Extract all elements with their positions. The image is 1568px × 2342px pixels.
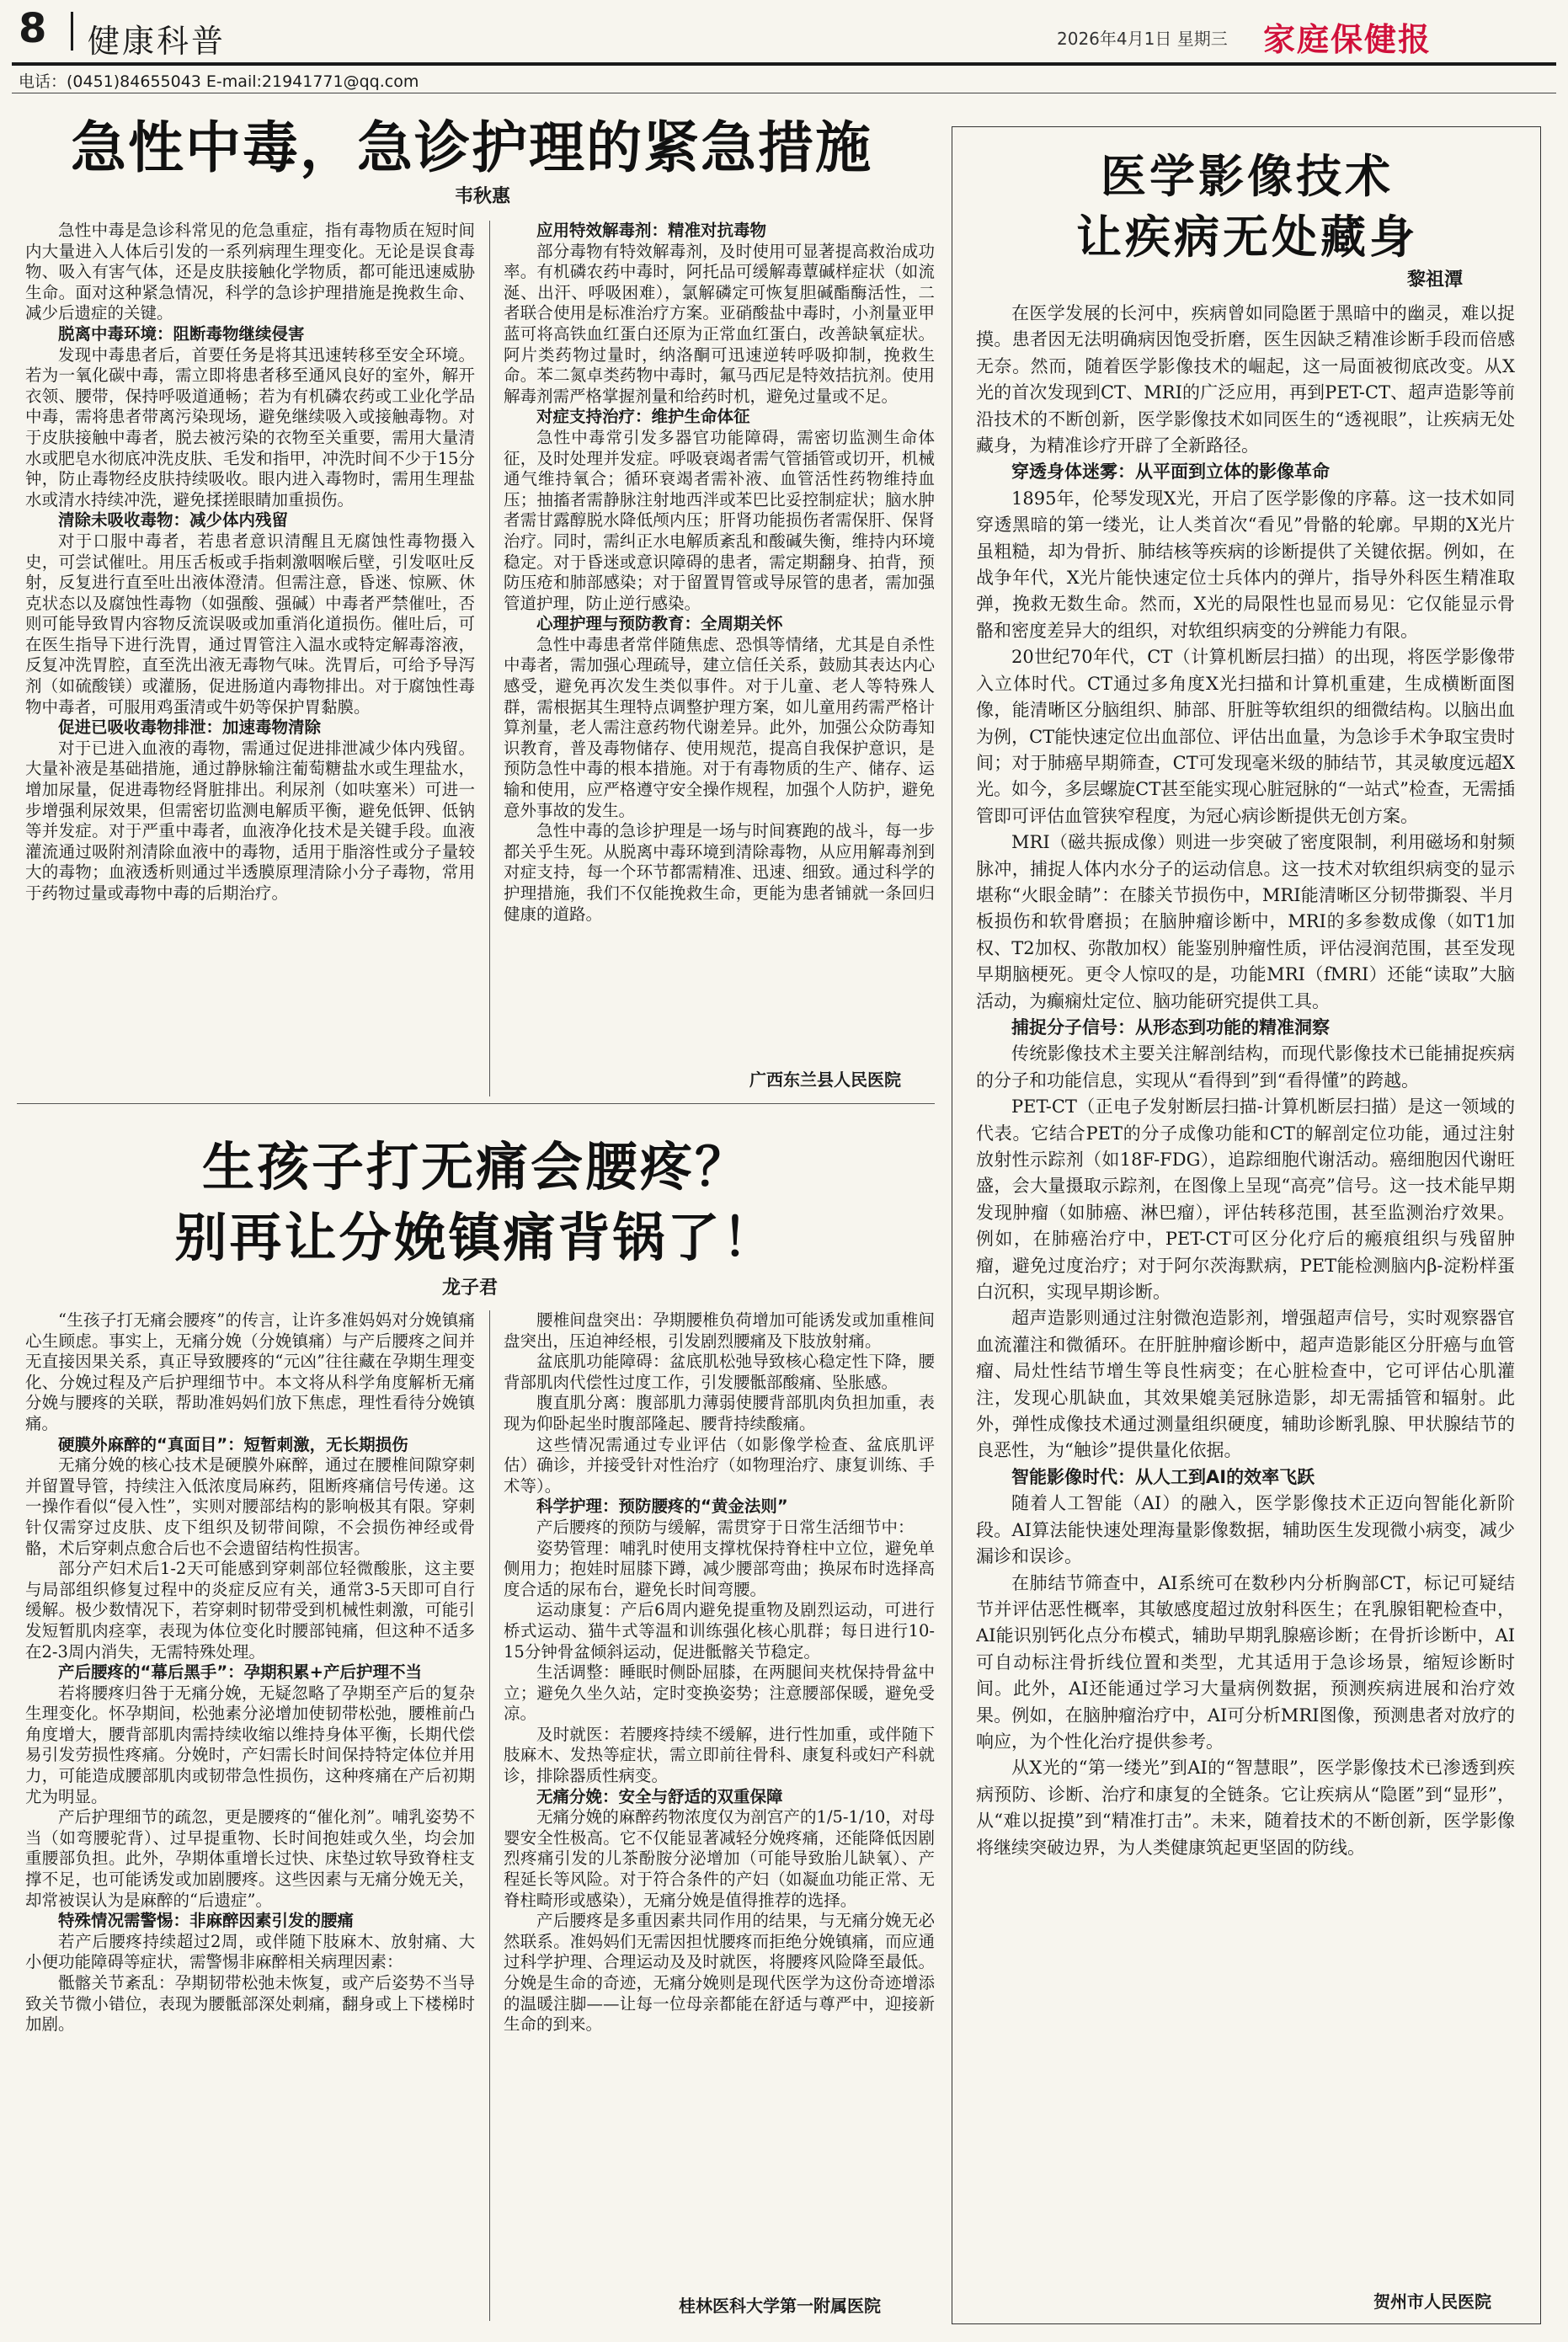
subheading: 无痛分娩：安全与舒适的双重保障 bbox=[536, 1786, 783, 1806]
article2-left-column bbox=[25, 1310, 475, 2321]
paragraph: 产后护理细节的疏忽，更是腰疼的“催化剂”。哺乳姿势不当（如弯腰驼背）、过早提重物、长时间抱娃或久坐，均会加重腰部负担。此外，孕期体重增长过快、床垫过软导致脊柱支撑不足，也可能诱发或加剧腰疼。这些因素与无痛分娩无关，却常被误认为是麻醉的“后遗症”。 bbox=[25, 1807, 475, 1910]
paragraph: 20世纪70年代，CT（计算机断层扫描）的出现，将医学影像带入立体时代。CT通过多角度X光扫描和计算机重建，生成横断面图像，能清晰区分脑组织、肺部、肝脏等软组织的细微结构。以脑出血为例，CT能快速定位出血部位、评估出血量，为急诊手术争取宝贵时间；对于肺癌早期筛查，CT可发现毫米级的肺结节，其灵敏度远超X光。如今，多层螺旋CT甚至能实现心脏冠脉的“一站式”检查，无需插管即可评估血管狭窄程度，为冠心病诊断提供无创方案。 bbox=[976, 647, 1515, 826]
sidebar-byline: 黎祖潭 bbox=[1407, 269, 1464, 291]
paragraph: 腹直肌分离：腹部肌力薄弱使腰背部肌肉负担加重，表现为仰卧起坐时腹部隆起、腰背持续酸痛。 bbox=[504, 1393, 935, 1433]
paragraph: 急性中毒患者常伴随焦虑、恐惧等情绪，尤其是自杀性中毒者，需加强心理疏导，建立信任关系，鼓励其表达内心感受，避免再次发生类似事件。对于儿童、老人等特殊人群，需根据其生理特点调整护理方案，如儿童用药需严格计算剂量，老人需注意药物代谢差异。此外，加强公众防毒知识教育，普及毒物储存、使用规范，提高自我保护意识，是预防急性中毒的根本措施。对于有毒物质的生产、储存、运输和使用，应严格遵守安全操作规程，加强个人防护，避免意外事故的发生。 bbox=[504, 634, 935, 820]
paragraph: 超声造影则通过注射微泡造影剂，增强超声信号，实时观察器官血流灌注和微循环。在肝脏肿瘤诊断中，超声造影能区分肝癌与血管瘤、局灶性结节增生等良性病变；在心脏检查中，它可评估心肌灌注，发现心肌缺血，其效果媲美冠脉造影，却无需插管和辐射。此外，弹性成像技术通过测量组织硬度，辅助诊断乳腺、甲状腺结节的良恶性，为“触诊”提供量化依据。 bbox=[976, 1308, 1515, 1461]
contact-line: 电话：(0451)84655043 E-mail:21941771@qq.com bbox=[19, 72, 419, 91]
paragraph: PET-CT（正电子发射断层扫描-计算机断层扫描）是这一领域的代表。它结合PET的分子成像功能和CT的解剖定位功能，通过注射放射性示踪剂（如18F-FDG），追踪细胞代谢活动。癌细胞因代谢旺盛，会大量摄取示踪剂，在图像上呈现“高亮”信号。这一技术能早期发现肿瘤（如肺癌、淋巴瘤），评估转移范围，甚至监测治疗效果。例如，在肺癌治疗中，PET-CT可区分化疗后的瘢痕组织与残留肿瘤，避免过度治疗；对于阿尔茨海默病，PET能检测脑内β-淀粉样蛋白沉积，实现早期诊断。 bbox=[976, 1096, 1515, 1303]
sidebar-signature: 贺州市人民医院 bbox=[1373, 2291, 1491, 2312]
paragraph: 1895年，伦琴发现X光，开启了医学影像的序幕。这一技术如同穿透黑暗的第一缕光，让人类首次“看见”骨骼的轮廓。早期的X光片虽粗糙，却为骨折、肺结核等疾病的诊断提供了关键依据。例如，在战争年代，X光片能快速定位士兵体内的弹片，指导外科医生精准取弹，挽救无数生命。然而，X光的局限性也显而易见：它仅能显示骨骼和密度差异大的组织，对软组织病变的分辨能力有限。 bbox=[976, 488, 1515, 641]
paragraph: 急性中毒常引发多器官功能障碍，需密切监测生命体征，及时处理并发症。呼吸衰竭者需气管插管或切开，机械通气维持氧合；循环衰竭者需补液、血管活性药物维持血压；抽搐者需静脉注射地西泮或苯巴比妥控制症状；脑水肿者需甘露醇脱水降低颅内压；肝肾功能损伤者需保肝、保肾治疗。同时，需纠正水电解质紊乱和酸碱失衡，维持内环境稳定。对于昏迷或意识障碍的患者，需定期翻身、拍背，预防压疮和肺部感染；对于留置胃管或导尿管的患者，需加强管道护理，防止逆行感染。 bbox=[504, 427, 935, 613]
article2-right-column bbox=[504, 1310, 935, 2279]
paragraph: 产后腰疼是多重因素共同作用的结果，与无痛分娩无必然联系。准妈妈们无需因担忧腰疼而拒绝分娩镇痛，而应通过科学护理、合理运动及及时就医，将腰疼风险降至最低。分娩是生命的奇迹，无痛分娩则是现代医学为这份奇迹增添的温暖注脚——让每一位母亲都能在舒适与尊严中，迎接新生命的到来。 bbox=[504, 1911, 935, 2035]
sidebar-article-box bbox=[952, 126, 1541, 2324]
paragraph: 在医学发展的长河中，疾病曾如同隐匿于黑暗中的幽灵，难以捉摸。患者因无法明确病因饱受折磨，医生因缺乏精准诊断手段而倍感无奈。然而，随着医学影像技术的崛起，这一局面被彻底改变。从X光的首次发现到CT、MRI的广泛应用，再到PET-CT、超声造影等前沿技术的不断创新，医学影像技术如同医生的“透视眼”，让疾病无处藏身，为精准诊疗开辟了全新路径。 bbox=[976, 303, 1515, 456]
article1-signature: 广西东兰县人民医院 bbox=[749, 1070, 901, 1090]
paragraph: 从X光的“第一缕光”到AI的“智慧眼”，医学影像技术已渗透到疾病预防、诊断、治疗和康复的全链条。它让疾病从“隐匿”到“显形”，从“难以捉摸”到“精准打击”。未来，随着技术的不断创新，医学影像将继续突破边界，为人类健康筑起更坚固的防线。 bbox=[976, 1758, 1515, 1858]
paragraph: 急性中毒的急诊护理是一场与时间赛跑的战斗，每一步都关乎生死。从脱离中毒环境到清除毒物，从应用解毒剂到对症支持，每一个环节都需精准、迅速、细致。通过科学的护理措施，我们不仅能挽救生命，更能为患者铺就一条回归健康的道路。 bbox=[504, 821, 935, 924]
subheading: 对症支持治疗：维护生命体征 bbox=[536, 407, 750, 427]
article2-signature: 桂林医科大学第一附属医院 bbox=[679, 2296, 881, 2316]
paragraph: 部分产妇术后1-2天可能感到穿刺部位轻微酸胀，这主要与局部组织修复过程中的炎症反应有关，通常3-5天即可自行缓解。极少数情况下，若穿刺时韧带受到机械性刺激，可能引发短暂肌肉痉挛，表现为体位变化时腰部钝痛，但这种不适多在2-3周内消失，无需特殊处理。 bbox=[25, 1559, 475, 1662]
paragraph: 无痛分娩的麻醉药物浓度仅为剖宫产的1/5-1/10，对母婴安全性极高。它不仅能显著减轻分娩疼痛，还能降低因剧烈疼痛引发的儿茶酚胺分泌增加（可能导致胎儿缺氧）、产程延长等风险。对于符合条件的产妇（如凝血功能正常、无脊柱畸形或感染），无痛分娩是值得推荐的选择。 bbox=[504, 1807, 935, 1910]
sidebar-headline-line2: 让疾病无处藏身 bbox=[1076, 211, 1418, 264]
paragraph: 腰椎间盘突出：孕期腰椎负荷增加可能诱发或加重椎间盘突出，压迫神经根，引发剧烈腰痛及下肢放射痛。 bbox=[504, 1310, 935, 1351]
subheading: 硬膜外麻醉的“真面目”：短暂刺激，无长期损伤 bbox=[58, 1434, 408, 1454]
column-divider bbox=[489, 1310, 490, 2321]
masthead-rule bbox=[12, 62, 1556, 66]
issue-date: 2026年4月1日 星期三 bbox=[1057, 29, 1228, 49]
paragraph: 传统影像技术主要关注解剖结构，而现代影像技术已能捕捉疾病的分子和功能信息，实现从“看得到”到“看得懂”的跨越。 bbox=[976, 1043, 1515, 1091]
column-divider bbox=[489, 221, 490, 1096]
subheading: 促进已吸收毒物排泄：加速毒物清除 bbox=[58, 718, 322, 738]
article2-headline-line2: 别再让分娩镇痛背锅了！ bbox=[174, 1207, 777, 1268]
paragraph: 生活调整：睡眠时侧卧屈膝，在两腿间夹枕保持骨盆中立；避免久坐久站，定时变换姿势；注意腰部保暖，避免受凉。 bbox=[504, 1662, 935, 1724]
paragraph: 发现中毒患者后，首要任务是将其迅速转移至安全环境。若为一氧化碳中毒，需立即将患者移至通风良好的室外，解开衣领、腰带，保持呼吸道通畅；若为有机磷农药或工业化学品中毒，需将患者带离污染现场，避免继续吸入或接触毒物。对于皮肤接触中毒者，脱去被污染的衣物至关重要，需用大量清水或肥皂水彻底冲洗皮肤、毛发和指甲，冲洗时间不少于15分钟，防止毒物经皮肤持续吸收。眼内进入毒物时，需用生理盐水或清水持续冲洗，避免揉搓眼睛加重损伤。 bbox=[25, 344, 475, 509]
paragraph: 若产后腰疼持续超过2周，或伴随下肢麻木、放射痛、大小便功能障碍等症状，需警惕非麻醉相关病理因素： bbox=[25, 1931, 475, 1972]
masthead-divider bbox=[71, 12, 73, 51]
subheading: 心理护理与预防教育：全周期关怀 bbox=[536, 614, 783, 634]
paragraph: 运动康复：产后6周内避免提重物及剧烈运动，可进行桥式运动、猫牛式等温和训练强化核心肌群；每日进行10-15分钟骨盆倾斜运动，促进骶髂关节稳定。 bbox=[504, 1600, 935, 1662]
subheading: 特殊情况需警惕：非麻醉因素引发的腰痛 bbox=[58, 1911, 355, 1931]
subheading: 清除未吸收毒物：减少体内残留 bbox=[58, 510, 289, 531]
newspaper-brand: 家庭保健报 bbox=[1263, 21, 1432, 58]
paragraph: 盆底肌功能障碍：盆底肌松弛导致核心稳定性下降，腰背部肌肉代偿性过度工作，引发腰骶部酸痛、坠胀感。 bbox=[504, 1352, 935, 1392]
paragraph: 若将腰疼归咎于无痛分娩，无疑忽略了孕期至产后的复杂生理变化。怀孕期间，松弛素分泌增加使韧带松弛，腰椎前凸角度增大，腰背部肌肉需持续收缩以维持身体平衡，长期代偿易引发劳损性疼痛。分娩时，产妇需长时间保持特定体位并用力，可能造成腰部肌肉或韧带急性损伤，这种疼痛在产后初期尤为明显。 bbox=[25, 1683, 475, 1806]
paragraph: 产后腰疼的预防与缓解，需贯穿于日常生活细节中： bbox=[536, 1517, 915, 1537]
paragraph: 骶髂关节紊乱：孕期韧带松弛未恢复，或产后姿势不当导致关节微小错位，表现为腰骶部深处刺痛，翻身或上下楼梯时加剧。 bbox=[25, 1973, 475, 2035]
masthead bbox=[0, 0, 1568, 59]
subheading: 脱离中毒环境：阻断毒物继续侵害 bbox=[58, 323, 305, 344]
paragraph: “生孩子打无痛会腰疼”的传言，让许多准妈妈对分娩镇痛心生顾虑。事实上，无痛分娩（分娩镇痛）与产后腰疼之间并无直接因果关系，真正导致腰疼的“元凶”往往藏在孕期生理变化、分娩过程及产后护理细节中。本文将从科学角度解析无痛分娩与腰疼的关联，帮助准妈妈们放下焦虑，理性看待分娩镇痛。 bbox=[25, 1310, 475, 1433]
paragraph: 对于口服中毒者，若患者意识清醒且无腐蚀性毒物摄入史，可尝试催吐。用压舌板或手指刺激咽喉后壁，引发呕吐反射，反复进行直至吐出液体澄清。但需注意，昏迷、惊厥、休克状态以及腐蚀性毒物（如强酸、强碱）中毒者严禁催吐，否则可能导致胃内容物反流误吸或加重消化道损伤。催吐后，可在医生指导下进行洗胃，通过胃管注入温水或特定解毒溶液，反复冲洗胃腔，直至洗出液无毒物气味。洗胃后，可给予导泻剂（如硫酸镁）或灌肠，促进肠道内毒物排出。对于腐蚀性毒物中毒者，可服用鸡蛋清或牛奶等保护胃黏膜。 bbox=[25, 531, 475, 717]
paragraph: 及时就医：若腰疼持续不缓解，进行性加重，或伴随下肢麻木、发热等症状，需立即前往骨科、康复科或妇产科就诊，排除器质性病变。 bbox=[504, 1724, 935, 1786]
section-title: 健康科普 bbox=[88, 23, 227, 60]
paragraph: MRI（磁共振成像）则进一步突破了密度限制，利用磁场和射频脉冲，捕捉人体内水分子的运动信息。这一技术对软组织病变的显示堪称“火眼金睛”：在膝关节损伤中，MRI能清晰区分韧带撕裂、半月板损伤和软骨磨损；在脑肿瘤诊断中，MRI的多参数成像（如T1加权、T2加权、弥散加权）能鉴别肿瘤性质，评估浸润范围，甚至发现早期脑梗死。更令人惊叹的是，功能MRI（fMRI）还能“读取”大脑活动，为癫痫灶定位、脑功能研究提供工具。 bbox=[976, 832, 1515, 1011]
paragraph: 部分毒物有特效解毒剂，及时使用可显著提高救治成功率。有机磷农药中毒时，阿托品可缓解毒蕈碱样症状（如流涎、出汗、呼吸困难），氯解磷定可恢复胆碱酯酶活性，二者联合使用是标准治疗方案。亚硝酸盐中毒时，小剂量亚甲蓝可将高铁血红蛋白还原为正常血红蛋白，改善缺氧症状。阿片类药物过量时，纳洛酮可迅速逆转呼吸抑制，挽救生命。苯二氮卓类药物中毒时，氟马西尼是特效拮抗剂。使用解毒剂需严格掌握剂量和给药时机，避免过量或不足。 bbox=[504, 241, 935, 406]
paragraph: 对于已进入血液的毒物，需通过促进排泄减少体内残留。大量补液是基础措施，通过静脉输注葡萄糖盐水或生理盐水，增加尿量，促进毒物经肾脏排出。利尿剂（如呋塞米）可进一步增强利尿效果，但需密切监测电解质平衡，避免低钾、低钠等并发症。对于严重中毒者，血液净化技术是关键手段。血液灌流通过吸附剂清除血液中的毒物，适用于脂溶性或分子量较大的毒物；血液透析则通过半透膜原理清除小分子毒物，常用于药物过量或毒物中毒的后期治疗。 bbox=[25, 738, 475, 903]
subheading: 应用特效解毒剂：精准对抗毒物 bbox=[536, 221, 767, 240]
paragraph: 随着人工智能（AI）的融入，医学影像技术正迈向智能化新阶段。AI算法能快速处理海量影像数据，辅助医生发现微小病变，减少漏诊和误诊。 bbox=[976, 1493, 1515, 1567]
paragraph: 在肺结节筛查中，AI系统可在数秒内分析胸部CT，标记可疑结节并评估恶性概率，其敏感度超过放射科医生；在乳腺钼靶检查中，AI能识别钙化点分布模式，辅助早期乳腺癌诊断；在骨折诊断中，AI可自动标注骨折线位置和类型，尤其适用于急诊场景，缩短诊断时间。此外，AI还能通过学习大量病例数据，预测疾病进展和治疗效果。例如，在脑肿瘤治疗中，AI可分析MRI图像，预测患者对放疗的响应，为个性化治疗提供参考。 bbox=[976, 1572, 1515, 1752]
article-divider bbox=[17, 1103, 935, 1104]
sidebar-headline-line1: 医学影像技术 bbox=[1101, 150, 1394, 203]
subheading: 穿透身体迷雾：从平面到立体的影像革命 bbox=[1011, 461, 1330, 483]
article1-byline: 韦秋惠 bbox=[455, 186, 511, 207]
subheading: 捕捉分子信号：从形态到功能的精准洞察 bbox=[1011, 1016, 1330, 1038]
article1-headline: 急性中毒，急诊护理的紧急措施 bbox=[71, 115, 872, 180]
subheading: 科学护理：预防腰疼的“黄金法则” bbox=[536, 1496, 788, 1517]
article2-headline-line1: 生孩子打无痛会腰疼？ bbox=[201, 1136, 749, 1198]
article1-right-column bbox=[504, 221, 935, 1048]
paragraph: 这些情况需通过专业评估（如影像学检查、盆底肌评估）确诊，并接受针对性治疗（如物理治疗、康复训练、手术等）。 bbox=[504, 1434, 935, 1496]
paragraph: 急性中毒是急诊科常见的危急重症，指有毒物质在短时间内大量进入人体后引发的一系列病理生理变化。无论是误食毒物、吸入有害气体，还是皮肤接触化学物质，都可能迅速威胁生命。面对这种紧急情况，科学的急诊护理措施是挽救生命、减少后遗症的关键。 bbox=[25, 221, 475, 323]
page-number: 8 bbox=[19, 5, 47, 52]
paragraph: 无痛分娩的核心技术是硬膜外麻醉，通过在腰椎间隙穿刺并留置导管，持续注入低浓度局麻药，阻断疼痛信号传递。这一操作看似“侵入性”，实则对腰部结构的影响极其有限。穿刺针仅需穿过皮肤、皮下组织及韧带间隙，不会损伤神经或骨骼，术后穿刺点愈合后也不会遗留结构性损害。 bbox=[25, 1455, 475, 1558]
article1-left-column bbox=[25, 221, 475, 1096]
paragraph: 姿势管理：哺乳时使用支撑枕保持脊柱中立位，避免单侧用力；抱娃时屈膝下蹲，减少腰部弯曲；换尿布时选择高度合适的尿布台，避免长时间弯腰。 bbox=[504, 1538, 935, 1599]
article2-byline: 龙子君 bbox=[442, 1278, 499, 1299]
sidebar-body bbox=[976, 301, 1515, 2271]
subheading: 产后腰疼的“幕后黑手”：孕期积累+产后护理不当 bbox=[58, 1662, 422, 1683]
subheading: 智能影像时代：从人工到AI的效率飞跃 bbox=[1011, 1466, 1315, 1487]
